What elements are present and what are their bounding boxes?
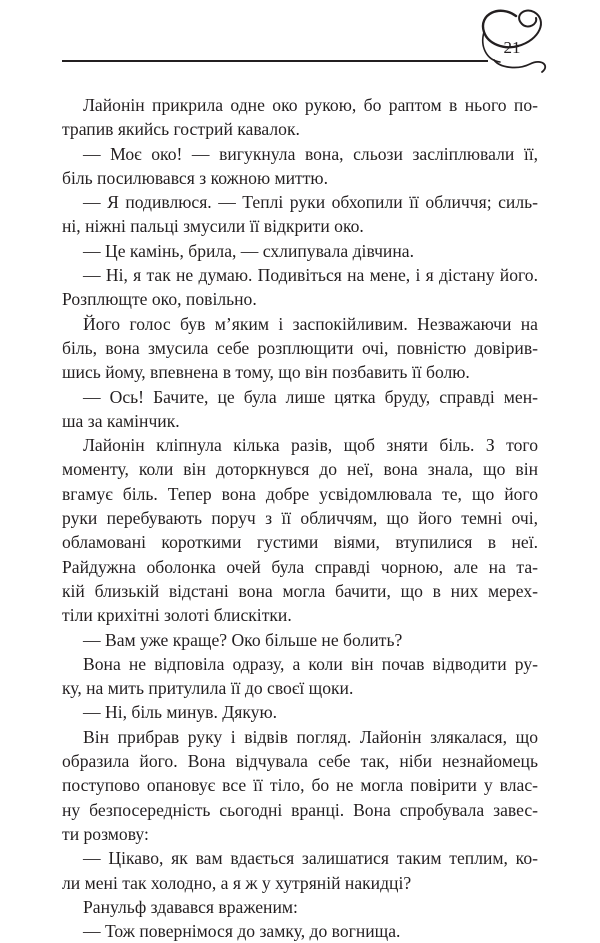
text-line: тіли крихітні золоті блискітки. xyxy=(62,605,292,626)
body-text xyxy=(62,93,538,943)
header-rule xyxy=(62,60,488,62)
text-line: ли мені так холодно, а я ж у хутряній накидці? xyxy=(62,872,412,893)
text-line: кій близькій відстані вона могла бачити, що в них мерех- xyxy=(62,580,538,601)
text-line: біль, вона змусила себе розплющити очі, повністю довірив- xyxy=(62,337,538,358)
text-line: Його голос був м’яким і заспокійливим. Незважаючи на xyxy=(83,313,538,334)
text-line: Ранульф здавався враженим: xyxy=(83,896,298,917)
text-line: Райдужна оболонка очей була справді чорною, але на та- xyxy=(62,556,538,577)
text-line: — Тож повернімося до замку, до вогнища. xyxy=(83,921,401,942)
text-line: — Вам уже краще? Око більше не болить? xyxy=(83,629,403,650)
text-line: ти розмову: xyxy=(62,823,149,844)
text-line: — Ні, біль минув. Дякую. xyxy=(83,702,278,723)
text-line: образила його. Вона відчувала себе так, ніби незнайомець xyxy=(62,751,538,772)
text-line: — Я подивлюся. — Теплі руки обхопили її обличчя; силь- xyxy=(83,192,538,213)
text-line: — Це камінь, брила, — схлипувала дівчина. xyxy=(83,240,414,261)
text-line: Він прибрав руку і відвів погляд. Лайонін злякалася, що xyxy=(83,726,538,747)
text-line: — Ось! Бачите, це була лише цятка бруду, справді мен- xyxy=(83,386,538,407)
text-line: поступово опановує все її тіло, бо не могла повірити у влас- xyxy=(62,775,538,796)
text-line: Вона не відповіла одразу, а коли він почав відводити ру- xyxy=(83,653,538,674)
text-line: Лайонін кліпнула кілька разів, щоб зняти біль. З того xyxy=(83,435,538,456)
text-line: ша за камінчик. xyxy=(62,410,180,431)
text-line: ні, ніжні пальці змусили її відкрити око. xyxy=(62,216,364,237)
text-line: Лайонін прикрила одне око рукою, бо раптом в нього по- xyxy=(83,95,538,115)
text-line: — Ні, я так не думаю. Подивіться на мене, і я дістану його. xyxy=(83,265,538,286)
text-line: вгамує біль. Тепер вона добре усвідомлювала те, що його xyxy=(62,483,538,504)
text-line: — Цікаво, як вам вдається залишатися таким теплим, ко- xyxy=(83,848,538,869)
text-line: ну безпосередність сьогодні вранці. Вона спробувала завес- xyxy=(62,799,538,820)
text-line: руки перебувають поруч з її обличчям, що його темні очі, xyxy=(62,508,538,529)
page-number: 21 xyxy=(503,38,521,57)
text-line: біль посилювався з кожною миттю. xyxy=(62,167,328,188)
text-line: — Моє око! — вигукнула вона, сльози засліплювали її, xyxy=(83,143,538,164)
text-line: моменту, коли він доторкнувся до неї, вона знала, що він xyxy=(62,459,538,480)
text-line: обламовані короткими густими віями, втупилися в неї. xyxy=(62,532,538,553)
text-line: ку, на мить притулила її до своєї щоки. xyxy=(62,678,354,699)
text-line: Розплющте око, повільно. xyxy=(62,289,257,310)
text-line: шись йому, впевнена в тому, що він позбавить її болю. xyxy=(62,362,470,383)
text-line: трапив якийсь гострий кавалок. xyxy=(62,119,300,140)
